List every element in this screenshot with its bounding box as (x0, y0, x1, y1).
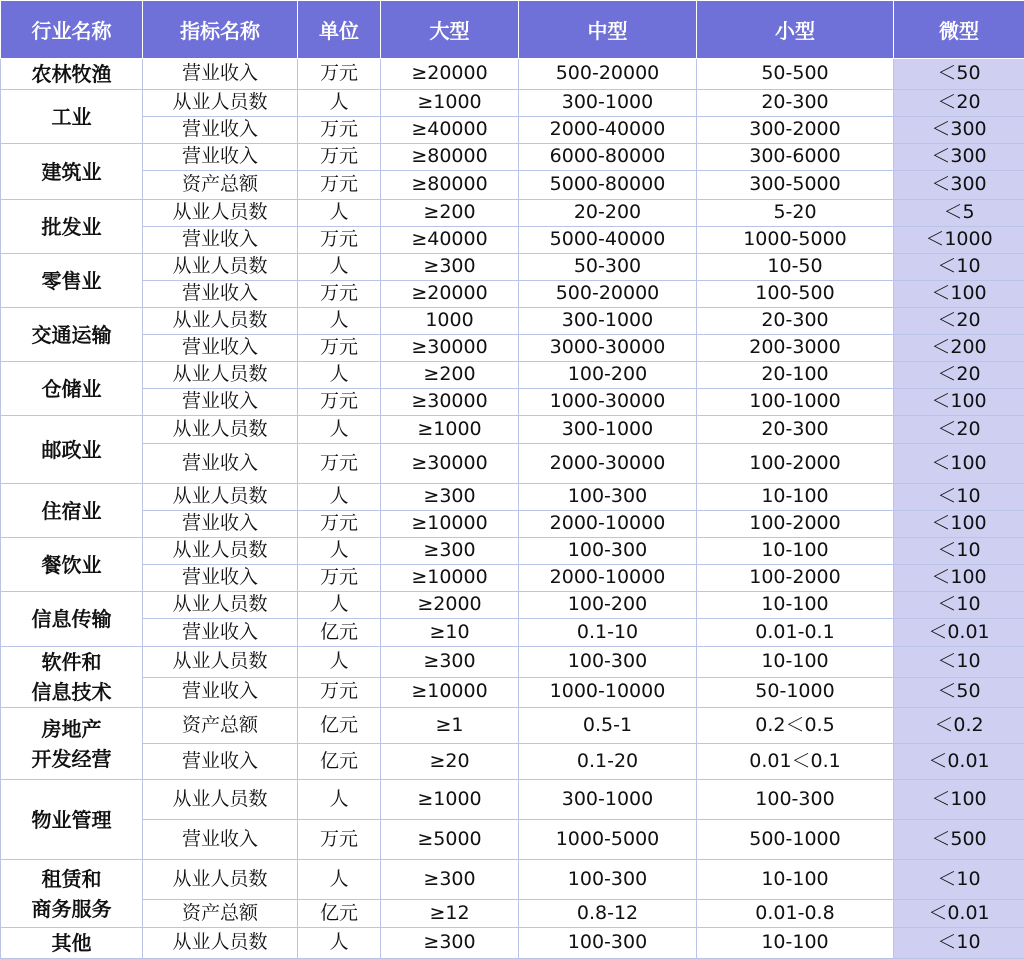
micro-threshold-cell: ＜10 (894, 254, 1024, 281)
unit-cell: 人 (298, 308, 381, 335)
table-row (1, 308, 1024, 335)
table-row (1, 647, 1024, 678)
unit-cell: 万元 (298, 444, 381, 484)
medium-threshold-cell: 500-20000 (519, 59, 697, 90)
industry-name-line: 物业管理 (1, 805, 142, 835)
unit-cell: 人 (298, 200, 381, 227)
medium-threshold-cell: 6000-80000 (519, 144, 697, 171)
table-row (1, 362, 1024, 389)
large-threshold-cell: ≥300 (381, 647, 519, 678)
large-threshold-cell: ≥20 (381, 744, 519, 780)
unit-cell: 万元 (298, 117, 381, 144)
industry-name-line: 仓储业 (1, 374, 142, 404)
large-threshold-cell: 1000 (381, 308, 519, 335)
large-threshold-cell: ≥30000 (381, 389, 519, 416)
small-threshold-cell: 5-20 (697, 200, 894, 227)
large-threshold-cell: ≥5000 (381, 820, 519, 860)
small-threshold-cell: 10-100 (697, 538, 894, 565)
large-threshold-cell: ≥30000 (381, 335, 519, 362)
small-threshold-cell: 100-300 (697, 780, 894, 820)
indicator-name-cell: 从业人员数 (143, 860, 298, 900)
medium-threshold-cell: 0.1-10 (519, 619, 697, 647)
indicator-name-cell: 从业人员数 (143, 416, 298, 444)
unit-cell: 人 (298, 860, 381, 900)
medium-threshold-cell: 2000-10000 (519, 565, 697, 592)
micro-threshold-cell: ＜5 (894, 200, 1024, 227)
industry-name-line: 租赁和 (1, 864, 142, 894)
small-threshold-cell: 0.01＜0.1 (697, 744, 894, 780)
industry-name-line: 房地产 (1, 714, 142, 744)
industry-name-line: 信息技术 (1, 677, 142, 707)
unit-cell: 万元 (298, 677, 381, 708)
micro-threshold-cell: ＜0.01 (894, 619, 1024, 647)
medium-threshold-cell: 300-1000 (519, 416, 697, 444)
unit-cell: 万元 (298, 281, 381, 308)
indicator-name-cell: 从业人员数 (143, 484, 298, 511)
unit-cell: 人 (298, 928, 381, 959)
medium-threshold-cell: 3000-30000 (519, 335, 697, 362)
table-row (1, 900, 1024, 928)
industry-name-cell (1, 254, 143, 308)
indicator-name-cell: 从业人员数 (143, 254, 298, 281)
table-row (1, 444, 1024, 484)
medium-threshold-cell: 5000-80000 (519, 171, 697, 200)
large-threshold-cell: ≥300 (381, 254, 519, 281)
small-threshold-cell: 10-100 (697, 928, 894, 959)
unit-cell: 万元 (298, 820, 381, 860)
small-threshold-cell: 0.01-0.8 (697, 900, 894, 928)
indicator-name-cell: 营业收入 (143, 335, 298, 362)
industry-name-line: 建筑业 (1, 157, 142, 187)
medium-threshold-cell: 300-1000 (519, 90, 697, 117)
industry-name-line: 邮政业 (1, 435, 142, 465)
industry-name-line: 软件和 (1, 647, 142, 677)
unit-cell: 人 (298, 647, 381, 678)
unit-cell: 人 (298, 362, 381, 389)
large-threshold-cell: ≥12 (381, 900, 519, 928)
industry-name-line: 商务服务 (1, 894, 142, 924)
large-threshold-cell: ≥20000 (381, 59, 519, 90)
large-threshold-cell: ≥200 (381, 362, 519, 389)
small-threshold-cell: 50-1000 (697, 677, 894, 708)
unit-cell: 万元 (298, 144, 381, 171)
micro-threshold-cell: ＜0.2 (894, 708, 1024, 744)
indicator-name-cell: 营业收入 (143, 117, 298, 144)
indicator-name-cell: 从业人员数 (143, 200, 298, 227)
large-threshold-cell: ≥80000 (381, 144, 519, 171)
table-row (1, 254, 1024, 281)
unit-cell: 亿元 (298, 619, 381, 647)
large-threshold-cell: ≥1000 (381, 780, 519, 820)
medium-threshold-cell: 100-300 (519, 538, 697, 565)
unit-cell: 人 (298, 780, 381, 820)
unit-cell: 人 (298, 484, 381, 511)
medium-threshold-cell: 1000-30000 (519, 389, 697, 416)
indicator-name-cell: 营业收入 (143, 389, 298, 416)
large-threshold-cell: ≥1 (381, 708, 519, 744)
table-row (1, 171, 1024, 200)
unit-cell: 人 (298, 592, 381, 619)
medium-threshold-cell: 0.1-20 (519, 744, 697, 780)
micro-threshold-cell: ＜10 (894, 592, 1024, 619)
indicator-name-cell: 从业人员数 (143, 538, 298, 565)
small-threshold-cell: 10-50 (697, 254, 894, 281)
table-row (1, 780, 1024, 820)
small-threshold-cell: 10-100 (697, 592, 894, 619)
industry-name-cell (1, 416, 143, 484)
table-row (1, 708, 1024, 744)
micro-threshold-cell: ＜100 (894, 511, 1024, 538)
micro-threshold-cell: ＜200 (894, 335, 1024, 362)
industry-name-cell (1, 708, 143, 780)
industry-name-cell (1, 308, 143, 362)
micro-threshold-cell: ＜300 (894, 144, 1024, 171)
table-row (1, 389, 1024, 416)
table-row (1, 619, 1024, 647)
medium-threshold-cell: 5000-40000 (519, 227, 697, 254)
indicator-name-cell: 营业收入 (143, 744, 298, 780)
industry-name-line: 其他 (1, 928, 142, 958)
micro-threshold-cell: ＜0.01 (894, 900, 1024, 928)
industry-name-line: 信息传输 (1, 604, 142, 634)
large-threshold-cell: ≥1000 (381, 90, 519, 117)
unit-cell: 万元 (298, 389, 381, 416)
small-threshold-cell: 1000-5000 (697, 227, 894, 254)
small-threshold-cell: 100-500 (697, 281, 894, 308)
table-row (1, 281, 1024, 308)
header-industry-name: 行业名称 (1, 1, 143, 59)
indicator-name-cell: 营业收入 (143, 227, 298, 254)
industry-name-line: 批发业 (1, 212, 142, 242)
industry-name-cell (1, 200, 143, 254)
large-threshold-cell: ≥80000 (381, 171, 519, 200)
industry-name-line: 农林牧渔 (1, 59, 142, 89)
micro-threshold-cell: ＜300 (894, 117, 1024, 144)
medium-threshold-cell: 2000-30000 (519, 444, 697, 484)
indicator-name-cell: 从业人员数 (143, 928, 298, 959)
indicator-name-cell: 从业人员数 (143, 90, 298, 117)
industry-name-cell (1, 592, 143, 647)
industry-name-line: 零售业 (1, 266, 142, 296)
unit-cell: 人 (298, 416, 381, 444)
indicator-name-cell: 从业人员数 (143, 647, 298, 678)
header-unit: 单位 (298, 1, 381, 59)
industry-name-cell (1, 780, 143, 860)
header-large: 大型 (381, 1, 519, 59)
small-threshold-cell: 100-2000 (697, 565, 894, 592)
large-threshold-cell: ≥10000 (381, 511, 519, 538)
industry-name-cell (1, 860, 143, 928)
medium-threshold-cell: 300-1000 (519, 308, 697, 335)
table-header-row (1, 1, 1024, 59)
small-threshold-cell: 0.2＜0.5 (697, 708, 894, 744)
micro-threshold-cell: ＜50 (894, 59, 1024, 90)
micro-threshold-cell: ＜10 (894, 860, 1024, 900)
medium-threshold-cell: 50-300 (519, 254, 697, 281)
micro-threshold-cell: ＜100 (894, 444, 1024, 484)
industry-name-cell (1, 362, 143, 416)
table-row (1, 928, 1024, 959)
medium-threshold-cell: 100-300 (519, 860, 697, 900)
industry-name-line: 开发经营 (1, 744, 142, 774)
medium-threshold-cell: 500-20000 (519, 281, 697, 308)
indicator-name-cell: 营业收入 (143, 511, 298, 538)
header-small: 小型 (697, 1, 894, 59)
micro-threshold-cell: ＜500 (894, 820, 1024, 860)
unit-cell: 亿元 (298, 744, 381, 780)
indicator-name-cell: 从业人员数 (143, 780, 298, 820)
micro-threshold-cell: ＜20 (894, 362, 1024, 389)
medium-threshold-cell: 2000-40000 (519, 117, 697, 144)
small-threshold-cell: 10-100 (697, 647, 894, 678)
indicator-name-cell: 营业收入 (143, 59, 298, 90)
large-threshold-cell: ≥300 (381, 860, 519, 900)
medium-threshold-cell: 0.5-1 (519, 708, 697, 744)
large-threshold-cell: ≥10000 (381, 565, 519, 592)
small-threshold-cell: 100-1000 (697, 389, 894, 416)
micro-threshold-cell: ＜20 (894, 90, 1024, 117)
industry-name-line: 餐饮业 (1, 550, 142, 580)
table-row (1, 592, 1024, 619)
medium-threshold-cell: 20-200 (519, 200, 697, 227)
indicator-name-cell: 从业人员数 (143, 362, 298, 389)
small-threshold-cell: 0.01-0.1 (697, 619, 894, 647)
table-row (1, 538, 1024, 565)
table-row (1, 90, 1024, 117)
indicator-name-cell: 营业收入 (143, 565, 298, 592)
table-row (1, 511, 1024, 538)
micro-threshold-cell: ＜20 (894, 308, 1024, 335)
large-threshold-cell: ≥30000 (381, 444, 519, 484)
large-threshold-cell: ≥1000 (381, 416, 519, 444)
industry-name-cell (1, 928, 143, 959)
unit-cell: 万元 (298, 59, 381, 90)
large-threshold-cell: ≥10000 (381, 677, 519, 708)
medium-threshold-cell: 1000-5000 (519, 820, 697, 860)
indicator-name-cell: 营业收入 (143, 619, 298, 647)
medium-threshold-cell: 2000-10000 (519, 511, 697, 538)
unit-cell: 亿元 (298, 900, 381, 928)
micro-threshold-cell: ＜100 (894, 281, 1024, 308)
large-threshold-cell: ≥40000 (381, 227, 519, 254)
small-threshold-cell: 20-100 (697, 362, 894, 389)
indicator-name-cell: 资产总额 (143, 900, 298, 928)
industry-name-cell (1, 59, 143, 90)
micro-threshold-cell: ＜300 (894, 171, 1024, 200)
indicator-name-cell: 营业收入 (143, 281, 298, 308)
large-threshold-cell: ≥20000 (381, 281, 519, 308)
header-medium: 中型 (519, 1, 697, 59)
unit-cell: 亿元 (298, 708, 381, 744)
table-row (1, 416, 1024, 444)
medium-threshold-cell: 100-300 (519, 484, 697, 511)
medium-threshold-cell: 300-1000 (519, 780, 697, 820)
indicator-name-cell: 资产总额 (143, 708, 298, 744)
medium-threshold-cell: 100-300 (519, 928, 697, 959)
industry-name-line: 住宿业 (1, 496, 142, 526)
unit-cell: 人 (298, 538, 381, 565)
micro-threshold-cell: ＜10 (894, 538, 1024, 565)
small-threshold-cell: 200-3000 (697, 335, 894, 362)
micro-threshold-cell: ＜100 (894, 565, 1024, 592)
unit-cell: 人 (298, 254, 381, 281)
large-threshold-cell: ≥200 (381, 200, 519, 227)
small-threshold-cell: 20-300 (697, 90, 894, 117)
indicator-name-cell: 从业人员数 (143, 308, 298, 335)
table-row (1, 565, 1024, 592)
large-threshold-cell: ≥300 (381, 484, 519, 511)
small-threshold-cell: 300-2000 (697, 117, 894, 144)
unit-cell: 万元 (298, 335, 381, 362)
small-threshold-cell: 20-300 (697, 416, 894, 444)
table-row (1, 677, 1024, 708)
unit-cell: 万元 (298, 511, 381, 538)
small-threshold-cell: 500-1000 (697, 820, 894, 860)
large-threshold-cell: ≥300 (381, 928, 519, 959)
unit-cell: 万元 (298, 227, 381, 254)
small-threshold-cell: 100-2000 (697, 511, 894, 538)
table-row (1, 335, 1024, 362)
micro-threshold-cell: ＜20 (894, 416, 1024, 444)
table-row (1, 200, 1024, 227)
indicator-name-cell: 营业收入 (143, 820, 298, 860)
table-row (1, 744, 1024, 780)
small-threshold-cell: 300-6000 (697, 144, 894, 171)
small-threshold-cell: 50-500 (697, 59, 894, 90)
industry-name-cell (1, 90, 143, 144)
indicator-name-cell: 资产总额 (143, 171, 298, 200)
medium-threshold-cell: 100-200 (519, 362, 697, 389)
header-micro: 微型 (894, 1, 1024, 59)
industry-name-cell (1, 144, 143, 200)
small-threshold-cell: 100-2000 (697, 444, 894, 484)
industry-name-cell (1, 484, 143, 538)
unit-cell: 万元 (298, 171, 381, 200)
large-threshold-cell: ≥300 (381, 538, 519, 565)
micro-threshold-cell: ＜100 (894, 780, 1024, 820)
large-threshold-cell: ≥2000 (381, 592, 519, 619)
table-row (1, 117, 1024, 144)
micro-threshold-cell: ＜50 (894, 677, 1024, 708)
unit-cell: 万元 (298, 565, 381, 592)
small-threshold-cell: 300-5000 (697, 171, 894, 200)
industry-name-cell (1, 538, 143, 592)
table-row (1, 484, 1024, 511)
micro-threshold-cell: ＜10 (894, 928, 1024, 959)
micro-threshold-cell: ＜10 (894, 484, 1024, 511)
micro-threshold-cell: ＜10 (894, 647, 1024, 678)
medium-threshold-cell: 100-200 (519, 592, 697, 619)
medium-threshold-cell: 0.8-12 (519, 900, 697, 928)
industry-name-cell (1, 647, 143, 708)
header-indicator-name: 指标名称 (143, 1, 298, 59)
indicator-name-cell: 营业收入 (143, 144, 298, 171)
table-row (1, 820, 1024, 860)
table-row (1, 144, 1024, 171)
small-threshold-cell: 10-100 (697, 860, 894, 900)
large-threshold-cell: ≥40000 (381, 117, 519, 144)
medium-threshold-cell: 100-300 (519, 647, 697, 678)
table-row (1, 59, 1024, 90)
micro-threshold-cell: ＜1000 (894, 227, 1024, 254)
table-body (1, 59, 1024, 959)
micro-threshold-cell: ＜100 (894, 389, 1024, 416)
medium-threshold-cell: 1000-10000 (519, 677, 697, 708)
table-row (1, 860, 1024, 900)
small-threshold-cell: 20-300 (697, 308, 894, 335)
micro-threshold-cell: ＜0.01 (894, 744, 1024, 780)
industry-name-line: 工业 (1, 102, 142, 132)
small-threshold-cell: 10-100 (697, 484, 894, 511)
indicator-name-cell: 从业人员数 (143, 592, 298, 619)
large-threshold-cell: ≥10 (381, 619, 519, 647)
unit-cell: 人 (298, 90, 381, 117)
indicator-name-cell: 营业收入 (143, 444, 298, 484)
industry-name-line: 交通运输 (1, 320, 142, 350)
table-row (1, 227, 1024, 254)
indicator-name-cell: 营业收入 (143, 677, 298, 708)
